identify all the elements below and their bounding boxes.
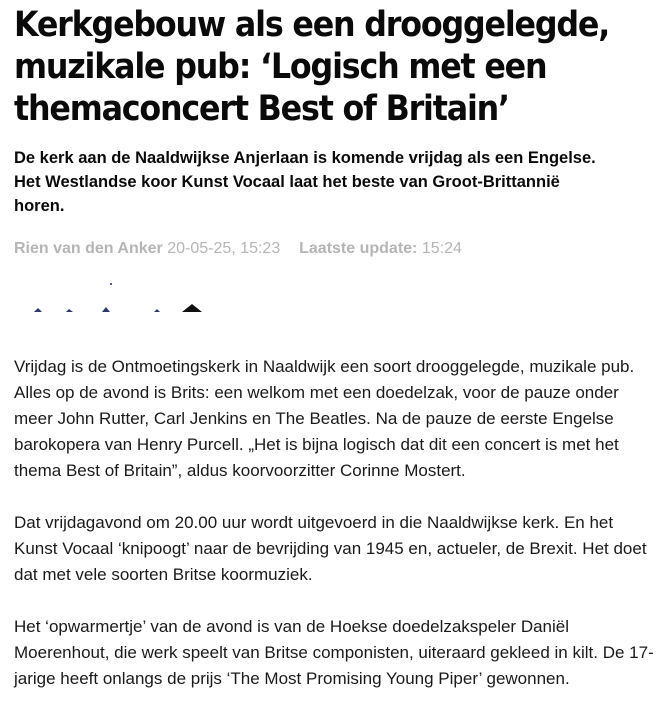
paragraph: Vrijdag is de Ontmoetingskerk in Naaldwijk een soort drooggelegde, muzikale pub. Alles op de avond is Brits: een welkom met een doedelzak, voor de pauze onder meer John Rutter, Carl Jenkins en The Beatles. Na de pauze de eerste Engelse barokopera van Henry Purcell. „Het is bijna logisch dat dit een concert is met het thema Best of Britain”, aldus koorvoorzitter Corinne Mostert. <box>14 357 635 480</box>
author-name[interactable]: Rien van den Anker <box>14 240 163 257</box>
article <box>14 0 654 718</box>
paragraph: Dat vrijdagavond om 20.00 uur wordt uitgevoerd in die Naaldwijkse kerk. En het Kunst Vocaal ‘knipoogt’ naar de bevrijding van 1945 en, actueler, de Brexit. Het doet dat met vele soorten Britse koormuziek. <box>14 513 647 584</box>
image-fragment-silhouette <box>26 302 226 312</box>
article-headline: Kerkgebouw als een drooggelegde, muzikale pub: ‘Logisch met een themaconcert Best of Britain’ <box>14 5 610 129</box>
published-timestamp: 20-05-25, 15:23 <box>167 240 281 257</box>
article-body <box>14 354 654 692</box>
update-timestamp: 15:24 <box>421 240 462 257</box>
update-label: Laatste update: <box>299 240 418 257</box>
paragraph: Het ‘opwarmertje’ van de avond is van de Hoekse doedelzakspeler Daniël Moerenhout, die werk speelt van Britse componisten, uiteraard gekleed in kilt. De 17-jarige heeft onlangs de prijs ‘The Most Promising Young Piper’ gewonnen. <box>14 617 654 688</box>
image-fragment <box>110 283 112 285</box>
article-intro: De kerk aan de Naaldwijkse Anjerlaan is komende vrijdag als een Engelse. Het Westlandse koor Kunst Vocaal laat het beste van Groot-Brittannië horen. <box>14 149 596 215</box>
article-image[interactable] <box>14 274 654 334</box>
byline <box>14 238 654 260</box>
